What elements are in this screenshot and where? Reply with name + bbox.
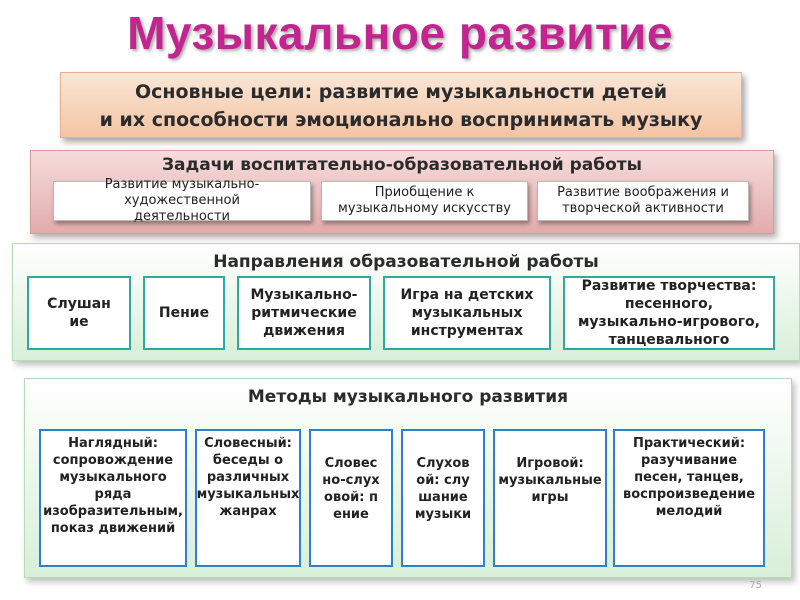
method-box-auditory: Слуховой: слушание музыки bbox=[401, 429, 485, 567]
direction-box-instruments: Игра на детских музыкальных инструментах bbox=[383, 276, 551, 350]
goals-line-2: и их способности эмоционально воспринимать музыку bbox=[99, 109, 703, 131]
tasks-panel bbox=[30, 150, 774, 234]
method-box-verbal-auditory: Словесно-слуховой: пение bbox=[309, 429, 393, 567]
method-box-game: Игровой: музыкальные игры bbox=[493, 429, 607, 567]
goals-banner bbox=[60, 72, 742, 138]
directions-heading: Направления образовательной работы bbox=[213, 252, 599, 272]
goals-line-1: Основные цели: развитие музыкальности детей bbox=[134, 81, 668, 103]
direction-box-singing: Пение bbox=[143, 276, 225, 350]
method-box-practical: Практический: разучивание песен, танцев, воспроизведение мелодий bbox=[613, 429, 765, 567]
method-box-verbal: Словесный: беседы о различных музыкальных жанрах bbox=[195, 429, 301, 567]
task-box-art-introduction: Приобщение к музыкальному искусству bbox=[321, 181, 528, 221]
methods-heading: Методы музыкального развития bbox=[247, 387, 569, 407]
directions-panel bbox=[12, 243, 800, 361]
page-number: 75 bbox=[749, 580, 762, 591]
page-title: Музыкальное развитие bbox=[127, 7, 673, 59]
direction-box-creativity: Развитие творчества: песенного, музыкально-игрового, танцевального bbox=[563, 276, 775, 350]
direction-box-listening: Слушание bbox=[27, 276, 131, 350]
methods-panel bbox=[24, 378, 792, 578]
direction-box-rhythmic-movements: Музыкально-ритмические движения bbox=[237, 276, 371, 350]
tasks-heading: Задачи воспитательно-образовательной работы bbox=[161, 155, 643, 175]
method-box-visual: Наглядный: сопровождение музыкального ряда изобразительным, показ движений bbox=[39, 429, 187, 567]
task-box-artistic-activity: Развитие музыкально-художественной деятельности bbox=[53, 181, 311, 221]
task-box-imagination: Развитие воображения и творческой активности bbox=[537, 181, 749, 221]
